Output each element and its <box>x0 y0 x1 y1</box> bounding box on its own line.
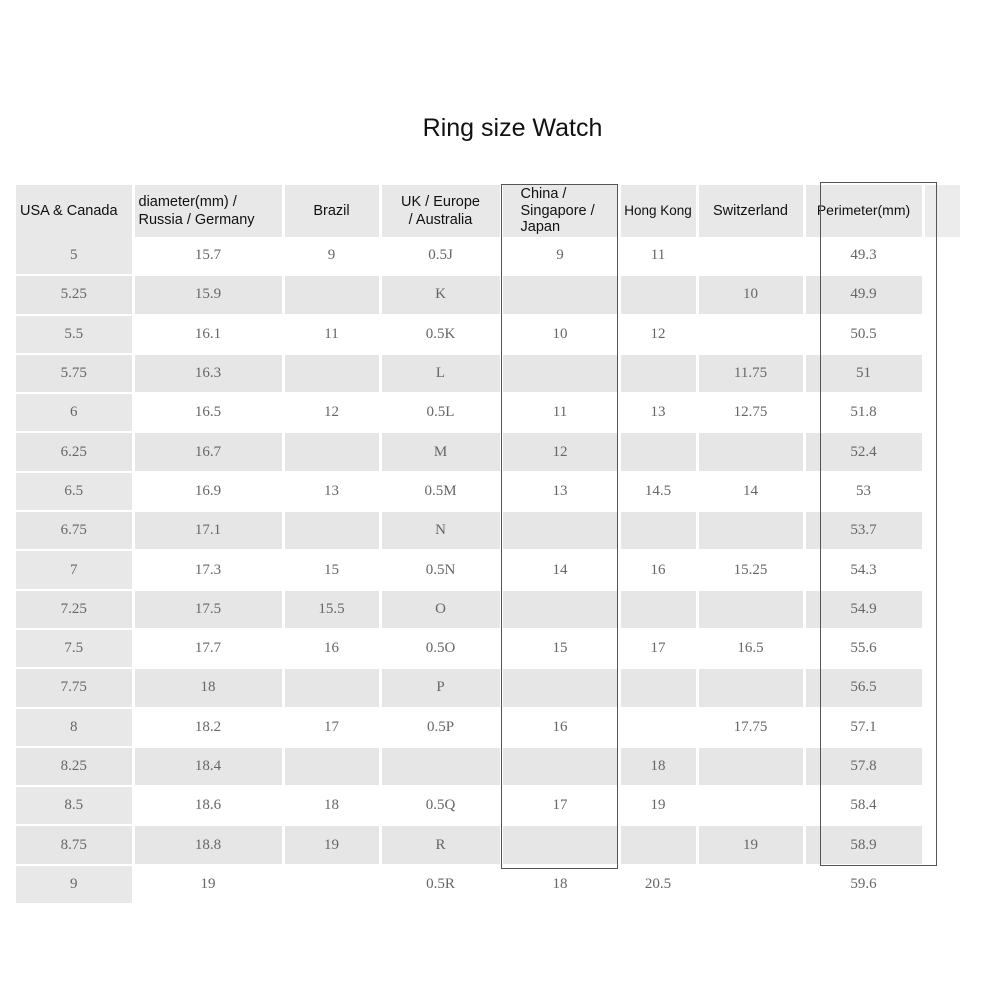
cell-usa: 8.75 <box>16 825 133 864</box>
cell-brazil <box>283 275 380 314</box>
cell-brazil: 15.5 <box>283 590 380 629</box>
cell-perimeter: 55.6 <box>804 629 923 668</box>
cell-hongkong <box>619 708 697 747</box>
cell-usa: 8.5 <box>16 786 133 825</box>
cell-uk: M <box>380 432 501 471</box>
header-china-line3: Japan <box>520 219 561 236</box>
cell-padding <box>923 747 961 786</box>
cell-hongkong: 20.5 <box>619 865 697 904</box>
cell-brazil <box>283 432 380 471</box>
cell-diameter: 16.5 <box>133 393 283 432</box>
cell-china: 13 <box>501 472 619 511</box>
cell-china <box>501 668 619 707</box>
cell-hongkong: 18 <box>619 747 697 786</box>
cell-uk: 0.5R <box>380 865 501 904</box>
cell-padding <box>923 668 961 707</box>
cell-uk: N <box>380 511 501 550</box>
cell-usa: 6.75 <box>16 511 133 550</box>
cell-brazil <box>283 668 380 707</box>
cell-uk: 0.5P <box>380 708 501 747</box>
cell-usa: 5 <box>16 237 133 275</box>
table-body <box>16 237 961 904</box>
cell-diameter: 17.5 <box>133 590 283 629</box>
table-row <box>16 865 961 904</box>
cell-hongkong: 17 <box>619 629 697 668</box>
cell-uk: 0.5J <box>380 237 501 275</box>
cell-hongkong: 16 <box>619 550 697 589</box>
table-row <box>16 708 961 747</box>
table-row <box>16 668 961 707</box>
cell-china: 14 <box>501 550 619 589</box>
cell-perimeter: 53 <box>804 472 923 511</box>
cell-brazil <box>283 354 380 393</box>
cell-usa: 8 <box>16 708 133 747</box>
header-hong-kong: Hong Kong <box>619 185 697 237</box>
cell-uk: R <box>380 825 501 864</box>
table-row <box>16 590 961 629</box>
cell-hongkong <box>619 511 697 550</box>
cell-switzerland: 12.75 <box>697 393 804 432</box>
cell-perimeter: 54.9 <box>804 590 923 629</box>
cell-diameter: 16.7 <box>133 432 283 471</box>
cell-switzerland: 17.75 <box>697 708 804 747</box>
cell-uk: 0.5K <box>380 315 501 354</box>
header-uk-europe <box>380 185 501 237</box>
cell-usa: 6 <box>16 393 133 432</box>
cell-uk: O <box>380 590 501 629</box>
cell-hongkong: 11 <box>619 237 697 275</box>
cell-hongkong: 14.5 <box>619 472 697 511</box>
cell-china: 15 <box>501 629 619 668</box>
cell-china <box>501 354 619 393</box>
cell-padding <box>923 354 961 393</box>
cell-hongkong: 13 <box>619 393 697 432</box>
table-row <box>16 237 961 275</box>
cell-china <box>501 825 619 864</box>
cell-brazil <box>283 511 380 550</box>
cell-perimeter: 49.3 <box>804 237 923 275</box>
cell-uk: L <box>380 354 501 393</box>
cell-hongkong: 19 <box>619 786 697 825</box>
cell-uk: 0.5L <box>380 393 501 432</box>
cell-uk: 0.5M <box>380 472 501 511</box>
cell-perimeter: 59.6 <box>804 865 923 904</box>
cell-uk: 0.5Q <box>380 786 501 825</box>
cell-china: 11 <box>501 393 619 432</box>
cell-usa: 7.25 <box>16 590 133 629</box>
cell-switzerland: 14 <box>697 472 804 511</box>
cell-china <box>501 275 619 314</box>
cell-brazil: 16 <box>283 629 380 668</box>
page-title: Ring size Watch <box>422 114 603 142</box>
cell-padding <box>923 275 961 314</box>
cell-switzerland: 11.75 <box>697 354 804 393</box>
table-row <box>16 786 961 825</box>
ring-size-table-wrapper <box>16 185 961 905</box>
cell-padding <box>923 590 961 629</box>
cell-usa: 5.5 <box>16 315 133 354</box>
cell-padding <box>923 237 961 275</box>
cell-usa: 9 <box>16 865 133 904</box>
cell-padding <box>923 472 961 511</box>
table-row <box>16 354 961 393</box>
cell-perimeter: 53.7 <box>804 511 923 550</box>
header-china-line1: China / <box>520 185 567 202</box>
cell-padding <box>923 786 961 825</box>
header-perimeter: Perimeter(mm) <box>804 185 923 237</box>
table-row <box>16 275 961 314</box>
cell-perimeter: 58.4 <box>804 786 923 825</box>
cell-switzerland <box>697 668 804 707</box>
header-china <box>501 185 619 237</box>
cell-brazil: 19 <box>283 825 380 864</box>
cell-china <box>501 590 619 629</box>
cell-diameter: 18.2 <box>133 708 283 747</box>
cell-china: 16 <box>501 708 619 747</box>
cell-perimeter: 51.8 <box>804 393 923 432</box>
cell-usa: 6.5 <box>16 472 133 511</box>
cell-padding <box>923 825 961 864</box>
cell-brazil: 13 <box>283 472 380 511</box>
cell-switzerland <box>697 590 804 629</box>
header-switzerland: Switzerland <box>697 185 804 237</box>
table-row <box>16 472 961 511</box>
cell-diameter: 17.3 <box>133 550 283 589</box>
cell-brazil <box>283 865 380 904</box>
table-row <box>16 511 961 550</box>
cell-hongkong <box>619 432 697 471</box>
cell-diameter: 15.9 <box>133 275 283 314</box>
cell-usa: 7 <box>16 550 133 589</box>
cell-brazil: 11 <box>283 315 380 354</box>
cell-perimeter: 56.5 <box>804 668 923 707</box>
cell-diameter: 15.7 <box>133 237 283 275</box>
cell-hongkong: 12 <box>619 315 697 354</box>
cell-perimeter: 51 <box>804 354 923 393</box>
cell-china <box>501 747 619 786</box>
table-row <box>16 550 961 589</box>
header-diameter-line1: diameter(mm) / <box>138 193 237 210</box>
header-diameter <box>133 185 283 237</box>
table-row <box>16 393 961 432</box>
table-row <box>16 629 961 668</box>
header-padding <box>923 185 961 237</box>
cell-china: 9 <box>501 237 619 275</box>
cell-usa: 7.5 <box>16 629 133 668</box>
cell-perimeter: 54.3 <box>804 550 923 589</box>
cell-padding <box>923 708 961 747</box>
cell-usa: 7.75 <box>16 668 133 707</box>
cell-perimeter: 58.9 <box>804 825 923 864</box>
cell-brazil: 9 <box>283 237 380 275</box>
cell-brazil <box>283 747 380 786</box>
cell-switzerland <box>697 315 804 354</box>
cell-uk: K <box>380 275 501 314</box>
cell-perimeter: 49.9 <box>804 275 923 314</box>
cell-diameter: 18.8 <box>133 825 283 864</box>
cell-china: 18 <box>501 865 619 904</box>
cell-switzerland: 19 <box>697 825 804 864</box>
cell-switzerland <box>697 786 804 825</box>
cell-diameter: 18.6 <box>133 786 283 825</box>
cell-diameter: 17.7 <box>133 629 283 668</box>
cell-brazil: 15 <box>283 550 380 589</box>
cell-hongkong <box>619 354 697 393</box>
cell-usa: 5.75 <box>16 354 133 393</box>
cell-padding <box>923 315 961 354</box>
header-diameter-line2: Russia / Germany <box>138 212 255 228</box>
header-uk-line1: UK / Europe <box>401 193 480 210</box>
cell-diameter: 18.4 <box>133 747 283 786</box>
table-row <box>16 747 961 786</box>
cell-perimeter: 52.4 <box>804 432 923 471</box>
cell-switzerland <box>697 432 804 471</box>
table-row <box>16 315 961 354</box>
cell-padding <box>923 432 961 471</box>
cell-switzerland: 15.25 <box>697 550 804 589</box>
header-usa-canada: USA & Canada <box>16 185 133 237</box>
table-row <box>16 432 961 471</box>
cell-brazil: 12 <box>283 393 380 432</box>
header-china-line2: Singapore / <box>520 202 595 219</box>
cell-switzerland <box>697 865 804 904</box>
cell-hongkong <box>619 275 697 314</box>
cell-switzerland: 10 <box>697 275 804 314</box>
cell-diameter: 16.9 <box>133 472 283 511</box>
cell-diameter: 19 <box>133 865 283 904</box>
cell-china: 10 <box>501 315 619 354</box>
cell-perimeter: 50.5 <box>804 315 923 354</box>
cell-usa: 5.25 <box>16 275 133 314</box>
cell-switzerland <box>697 237 804 275</box>
cell-china <box>501 511 619 550</box>
ring-size-table <box>16 185 963 905</box>
cell-brazil: 17 <box>283 708 380 747</box>
cell-brazil: 18 <box>283 786 380 825</box>
cell-usa: 6.25 <box>16 432 133 471</box>
cell-perimeter: 57.8 <box>804 747 923 786</box>
cell-padding <box>923 511 961 550</box>
cell-diameter: 16.1 <box>133 315 283 354</box>
table-row <box>16 825 961 864</box>
cell-china: 17 <box>501 786 619 825</box>
cell-hongkong <box>619 825 697 864</box>
cell-uk: 0.5O <box>380 629 501 668</box>
cell-diameter: 16.3 <box>133 354 283 393</box>
cell-perimeter: 57.1 <box>804 708 923 747</box>
cell-uk <box>380 747 501 786</box>
cell-diameter: 17.1 <box>133 511 283 550</box>
header-brazil: Brazil <box>283 185 380 237</box>
cell-switzerland: 16.5 <box>697 629 804 668</box>
cell-usa: 8.25 <box>16 747 133 786</box>
cell-hongkong <box>619 590 697 629</box>
cell-hongkong <box>619 668 697 707</box>
table-header-row <box>16 185 961 237</box>
cell-padding <box>923 629 961 668</box>
cell-china: 12 <box>501 432 619 471</box>
cell-padding <box>923 550 961 589</box>
header-uk-line2: / Australia <box>408 212 473 228</box>
cell-switzerland <box>697 511 804 550</box>
cell-switzerland <box>697 747 804 786</box>
cell-padding <box>923 393 961 432</box>
cell-uk: 0.5N <box>380 550 501 589</box>
cell-padding <box>923 865 961 904</box>
cell-uk: P <box>380 668 501 707</box>
cell-diameter: 18 <box>133 668 283 707</box>
